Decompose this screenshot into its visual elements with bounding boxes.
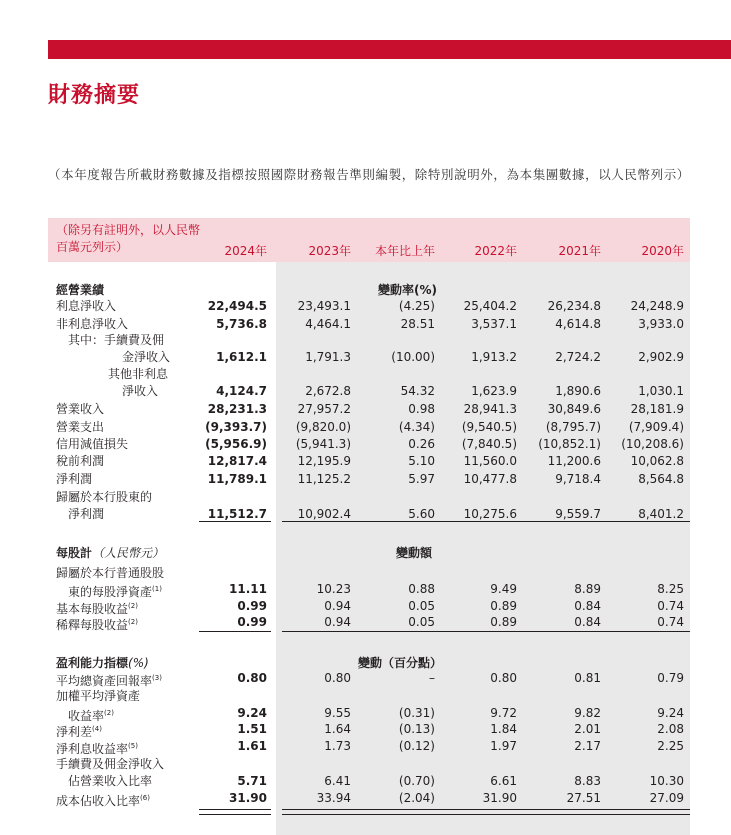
footnote-marker: (1) bbox=[152, 585, 162, 593]
val-2022: 0.89 bbox=[490, 615, 517, 629]
row-label-text: 手續費及佣金淨收入 bbox=[56, 757, 165, 771]
table-row bbox=[0, 436, 731, 452]
row-label bbox=[68, 506, 104, 522]
table-row bbox=[0, 565, 731, 581]
val-2022: 6.61 bbox=[490, 774, 517, 788]
val-2020: 10.30 bbox=[649, 774, 684, 788]
val-change: (0.31) bbox=[398, 706, 435, 720]
total-rule bbox=[199, 631, 271, 632]
val-2020: 27.09 bbox=[649, 791, 684, 805]
val-change: 0.26 bbox=[408, 437, 435, 451]
val-2021: 26,234.8 bbox=[547, 299, 601, 313]
val-2024: 31.90 bbox=[229, 791, 267, 805]
row-label bbox=[56, 316, 128, 332]
val-2020: 8,401.2 bbox=[638, 507, 684, 521]
val-2020: 2.08 bbox=[657, 722, 684, 736]
row-label-text: 營業支出 bbox=[56, 420, 105, 434]
table-row bbox=[0, 721, 731, 737]
table-row bbox=[0, 598, 731, 614]
row-label bbox=[56, 614, 138, 633]
row-label-text: 基本每股收益 bbox=[56, 602, 129, 616]
val-2023: 27,957.2 bbox=[297, 402, 351, 416]
val-2024: 5,736.8 bbox=[216, 317, 267, 331]
val-2024: 4,124.7 bbox=[216, 384, 267, 398]
section-title: 盈利能力指標 bbox=[56, 656, 129, 670]
val-change: 28.51 bbox=[400, 317, 435, 331]
footnote-marker: (4) bbox=[92, 725, 102, 733]
table-row bbox=[0, 705, 731, 721]
col-header-2020: 2020年 bbox=[641, 244, 684, 258]
val-change: 54.32 bbox=[400, 384, 435, 398]
val-2024: 11.11 bbox=[229, 582, 267, 596]
val-2021: 9,718.4 bbox=[555, 472, 601, 486]
table-row bbox=[0, 332, 731, 348]
row-label-text: 收益率 bbox=[68, 709, 105, 723]
row-label-text: 平均總資產回報率 bbox=[56, 674, 153, 688]
row-label bbox=[68, 332, 164, 348]
row-label-text: 歸屬於本行股東的 bbox=[56, 490, 153, 504]
change-column-heading: 變動（百分點） bbox=[358, 656, 443, 670]
row-label-text: 其他非利息 bbox=[108, 367, 169, 381]
col-header-2024: 2024年 bbox=[224, 244, 267, 258]
val-2020: 2,902.9 bbox=[638, 350, 684, 364]
val-2020: 1,030.1 bbox=[638, 384, 684, 398]
val-2021: 11,200.6 bbox=[547, 454, 601, 468]
row-label bbox=[108, 366, 168, 382]
val-2020: 2.25 bbox=[657, 739, 684, 753]
val-2022: 1,913.2 bbox=[471, 350, 517, 364]
val-2024: 0.99 bbox=[237, 599, 267, 613]
table-row bbox=[0, 419, 731, 435]
row-label-text: 稅前利潤 bbox=[56, 454, 105, 468]
val-2023: 1.73 bbox=[324, 739, 351, 753]
val-2021: (10,852.1) bbox=[538, 437, 601, 451]
val-2021: 9.82 bbox=[574, 706, 601, 720]
row-label-text: 淨利潤 bbox=[56, 472, 93, 486]
val-2024: 1,612.1 bbox=[216, 350, 267, 364]
table-row bbox=[0, 581, 731, 597]
row-label bbox=[56, 401, 104, 417]
table-row bbox=[0, 738, 731, 754]
val-2024: 1.61 bbox=[237, 739, 267, 753]
val-change: (0.12) bbox=[398, 739, 435, 753]
val-2023: 9.55 bbox=[324, 706, 351, 720]
val-2023: 6.41 bbox=[324, 774, 351, 788]
col-header-2021: 2021年 bbox=[558, 244, 601, 258]
table-row bbox=[0, 614, 731, 630]
val-2024: 0.99 bbox=[237, 615, 267, 629]
val-2023: 1,791.3 bbox=[305, 350, 351, 364]
val-2020: 8,564.8 bbox=[638, 472, 684, 486]
val-2020: (7,909.4) bbox=[628, 420, 684, 434]
val-2021: 2.01 bbox=[574, 722, 601, 736]
val-2020: (10,208.6) bbox=[621, 437, 684, 451]
val-2022: (9,540.5) bbox=[461, 420, 517, 434]
val-2024: 1.51 bbox=[237, 722, 267, 736]
val-2023: 2,672.8 bbox=[305, 384, 351, 398]
table-row bbox=[0, 756, 731, 772]
val-2022: 0.80 bbox=[490, 671, 517, 685]
row-label bbox=[56, 688, 140, 704]
val-2022: 28,941.3 bbox=[463, 402, 517, 416]
row-label-text: 利息淨收入 bbox=[56, 299, 117, 313]
footnote-marker: (5) bbox=[128, 742, 138, 750]
val-2021: 0.84 bbox=[574, 599, 601, 613]
val-2022: 25,404.2 bbox=[463, 299, 517, 313]
row-label-text: 金淨收入 bbox=[122, 350, 171, 364]
table-row bbox=[0, 401, 731, 417]
row-label bbox=[56, 436, 128, 452]
col-header-2023: 2023年 bbox=[308, 244, 351, 258]
val-2024: 28,231.3 bbox=[207, 402, 267, 416]
row-label-text: 稀釋每股收益 bbox=[56, 618, 129, 632]
change-column-heading: 變動率(%) bbox=[378, 283, 437, 297]
val-2022: 3,537.1 bbox=[471, 317, 517, 331]
row-label-text: 佔營業收入比率 bbox=[68, 774, 153, 788]
row-label bbox=[122, 349, 170, 365]
row-label-text: 淨利差 bbox=[56, 725, 93, 739]
val-2023: 10.23 bbox=[316, 582, 351, 596]
val-change: 0.05 bbox=[408, 615, 435, 629]
section-title: 每股計 bbox=[56, 546, 93, 560]
val-change: 0.88 bbox=[408, 582, 435, 596]
section-heading-label bbox=[56, 655, 149, 671]
table-row bbox=[0, 688, 731, 704]
val-2022: 31.90 bbox=[482, 791, 517, 805]
total-rule bbox=[282, 521, 690, 522]
val-2021: 2,724.2 bbox=[555, 350, 601, 364]
section-title: 經營業績 bbox=[56, 283, 105, 297]
val-2023: (5,941.3) bbox=[295, 437, 351, 451]
unit-note: （除另有註明外，以人民幣百萬元列示） bbox=[56, 223, 201, 254]
total-rule bbox=[282, 631, 690, 632]
page-title: 財務摘要 bbox=[48, 83, 141, 108]
section-heading-label bbox=[56, 282, 104, 298]
val-2020: 28,181.9 bbox=[630, 402, 684, 416]
val-2024: 9.24 bbox=[237, 706, 267, 720]
val-2020: 9.24 bbox=[657, 706, 684, 720]
val-2024: 11,789.1 bbox=[207, 472, 267, 486]
val-2020: 24,248.9 bbox=[630, 299, 684, 313]
val-change: (0.13) bbox=[398, 722, 435, 736]
val-2021: 9,559.7 bbox=[555, 507, 601, 521]
footnote-marker: (2) bbox=[128, 618, 138, 626]
col-header-2022: 2022年 bbox=[474, 244, 517, 258]
table-row bbox=[0, 383, 731, 399]
val-2024: 5.71 bbox=[237, 774, 267, 788]
val-2023: 0.80 bbox=[324, 671, 351, 685]
footnote-marker: (2) bbox=[104, 709, 114, 717]
val-change: – bbox=[429, 671, 435, 685]
row-label bbox=[56, 453, 104, 469]
val-2021: 8.89 bbox=[574, 582, 601, 596]
col-header-change: 本年比上年 bbox=[374, 244, 435, 258]
val-2022: 10,275.6 bbox=[463, 507, 517, 521]
val-2020: 10,062.8 bbox=[630, 454, 684, 468]
val-change: 0.05 bbox=[408, 599, 435, 613]
val-change: 0.98 bbox=[408, 402, 435, 416]
section-heading bbox=[0, 655, 731, 671]
val-2021: 8.83 bbox=[574, 774, 601, 788]
val-2024: 0.80 bbox=[237, 671, 267, 685]
footnote-marker: (3) bbox=[152, 674, 162, 682]
val-2020: 0.74 bbox=[657, 599, 684, 613]
table-row bbox=[0, 790, 731, 806]
val-2022: (7,840.5) bbox=[461, 437, 517, 451]
val-change: (0.70) bbox=[398, 774, 435, 788]
val-2021: 1,890.6 bbox=[555, 384, 601, 398]
table-row bbox=[0, 349, 731, 365]
val-2023: 0.94 bbox=[324, 599, 351, 613]
row-label bbox=[56, 565, 164, 581]
row-label bbox=[56, 298, 116, 314]
val-2023: (9,820.0) bbox=[295, 420, 351, 434]
val-2020: 3,933.0 bbox=[638, 317, 684, 331]
row-label-text: 東的每股淨資產 bbox=[68, 585, 153, 599]
val-2020: 0.74 bbox=[657, 615, 684, 629]
val-2024: (5,956.9) bbox=[205, 437, 267, 451]
val-2022: 11,560.0 bbox=[463, 454, 517, 468]
row-label bbox=[56, 471, 92, 487]
val-2024: (9,393.7) bbox=[205, 420, 267, 434]
row-label bbox=[68, 773, 152, 789]
val-2021: 30,849.6 bbox=[547, 402, 601, 416]
section-heading bbox=[0, 545, 731, 561]
val-2021: 2.17 bbox=[574, 739, 601, 753]
val-change: (10.00) bbox=[391, 350, 435, 364]
header-red-bar bbox=[48, 40, 731, 59]
row-label bbox=[56, 670, 162, 689]
val-2020: 8.25 bbox=[657, 582, 684, 596]
val-change: 5.97 bbox=[408, 472, 435, 486]
table-row bbox=[0, 670, 731, 686]
val-2024: 22,494.5 bbox=[207, 299, 267, 313]
row-label-text: 歸屬於本行普通股股 bbox=[56, 566, 165, 580]
val-change: 5.60 bbox=[408, 507, 435, 521]
val-2022: 1.84 bbox=[490, 722, 517, 736]
row-label-text: 淨利潤 bbox=[68, 507, 105, 521]
table-row bbox=[0, 298, 731, 314]
val-2022: 0.89 bbox=[490, 599, 517, 613]
row-label bbox=[56, 756, 164, 772]
row-label-text: 其中：手續費及佣 bbox=[68, 333, 165, 347]
section-heading-note: (%) bbox=[128, 656, 149, 670]
footnote-marker: (6) bbox=[140, 794, 150, 802]
val-2020: 0.79 bbox=[657, 671, 684, 685]
val-2023: 0.94 bbox=[324, 615, 351, 629]
val-2021: 0.81 bbox=[574, 671, 601, 685]
val-2024: 11,512.7 bbox=[207, 507, 267, 521]
val-2022: 10,477.8 bbox=[463, 472, 517, 486]
section-heading-label bbox=[56, 545, 164, 561]
val-2022: 9.72 bbox=[490, 706, 517, 720]
intro-note: （本年度報告所載財務數據及指標按照國際財務報告準則編製，除特別說明外，為本集團數據，以人民幣列示） bbox=[48, 167, 690, 182]
footnote-marker: (2) bbox=[128, 602, 138, 610]
val-2021: 0.84 bbox=[574, 615, 601, 629]
row-label-text: 成本佔收入比率 bbox=[56, 794, 141, 808]
val-2023: 12,195.9 bbox=[297, 454, 351, 468]
val-2021: (8,795.7) bbox=[545, 420, 601, 434]
table-row bbox=[0, 471, 731, 487]
val-2022: 1,623.9 bbox=[471, 384, 517, 398]
row-label bbox=[56, 790, 150, 809]
row-label bbox=[56, 419, 104, 435]
val-2022: 9.49 bbox=[490, 582, 517, 596]
row-label-text: 淨利息收益率 bbox=[56, 742, 129, 756]
row-label-text: 加權平均淨資產 bbox=[56, 689, 141, 703]
table-row bbox=[0, 489, 731, 505]
change-column-heading: 變動額 bbox=[396, 546, 433, 560]
val-2024: 12,817.4 bbox=[207, 454, 267, 468]
val-change: (4.25) bbox=[398, 299, 435, 313]
section-heading bbox=[0, 282, 731, 298]
val-2023: 23,493.1 bbox=[297, 299, 351, 313]
row-label-text: 非利息淨收入 bbox=[56, 317, 129, 331]
val-2023: 11,125.2 bbox=[297, 472, 351, 486]
table-row bbox=[0, 366, 731, 382]
total-rule bbox=[199, 521, 271, 522]
table-row bbox=[0, 453, 731, 469]
row-label-text: 營業收入 bbox=[56, 402, 105, 416]
table-row bbox=[0, 773, 731, 789]
val-2021: 27.51 bbox=[566, 791, 601, 805]
val-2023: 33.94 bbox=[316, 791, 351, 805]
val-2023: 10,902.4 bbox=[297, 507, 351, 521]
val-2022: 1.97 bbox=[490, 739, 517, 753]
table-row bbox=[0, 316, 731, 332]
val-change: 5.10 bbox=[408, 454, 435, 468]
row-label bbox=[122, 383, 158, 399]
val-2023: 4,464.1 bbox=[305, 317, 351, 331]
double-rule bbox=[282, 809, 690, 815]
row-label bbox=[56, 738, 138, 757]
row-label-text: 淨收入 bbox=[122, 384, 159, 398]
row-label bbox=[56, 489, 152, 505]
val-2021: 4,614.8 bbox=[555, 317, 601, 331]
double-rule bbox=[199, 809, 271, 815]
row-label-text: 信用減值損失 bbox=[56, 437, 129, 451]
table-row bbox=[0, 506, 731, 522]
val-2023: 1.64 bbox=[324, 722, 351, 736]
val-change: (2.04) bbox=[398, 791, 435, 805]
section-heading-note: （人民幣元） bbox=[92, 546, 165, 560]
val-change: (4.34) bbox=[398, 420, 435, 434]
